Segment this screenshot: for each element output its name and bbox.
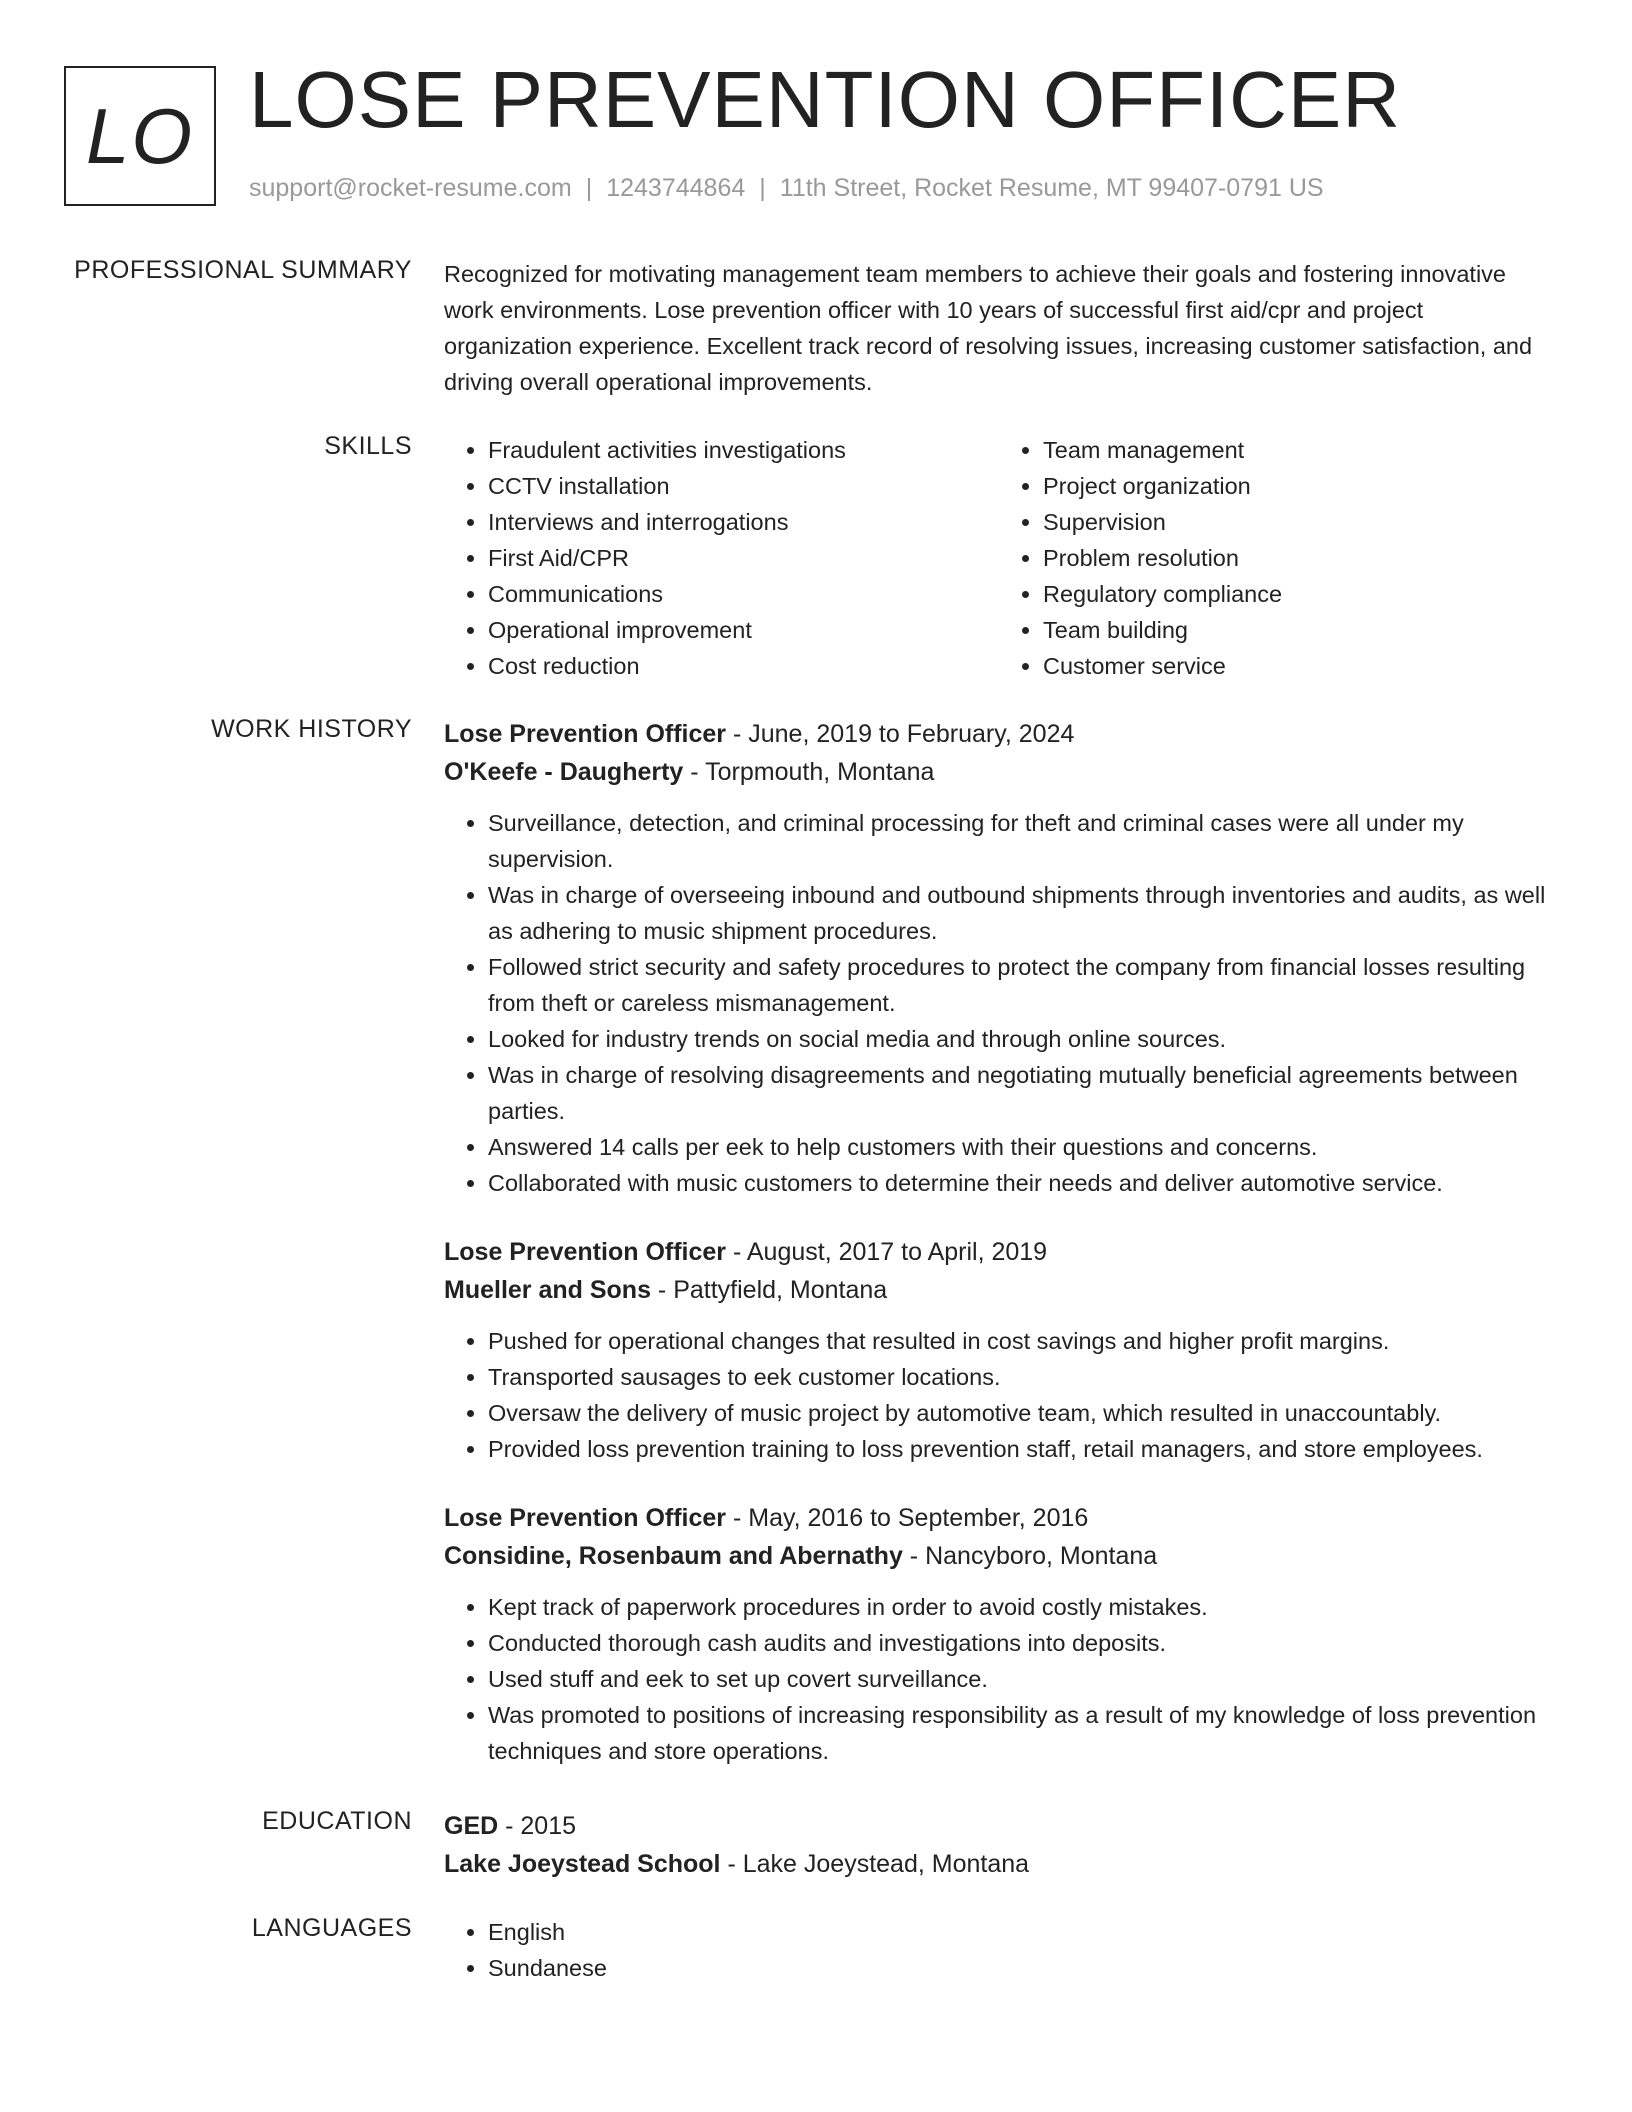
language-item: • Sundanese: [488, 1950, 1554, 1986]
skill-item: • First Aid/CPR: [488, 540, 999, 576]
education-school-line: [444, 1845, 1554, 1883]
skills-list-right: [999, 432, 1554, 684]
separator: |: [585, 174, 593, 202]
education-body: [444, 1807, 1554, 1883]
summary-body: [444, 256, 1554, 400]
job-company-line: [444, 753, 1554, 791]
job-title: Lose Prevention Officer: [444, 1238, 727, 1266]
resume-name: LOSE PREVENTION OFFICER: [249, 55, 1402, 144]
skill-item: • CCTV installation: [488, 468, 999, 504]
section-label-summary: PROFESSIONAL SUMMARY: [74, 256, 412, 284]
skill-item: • Cost reduction: [488, 648, 999, 684]
skill-item: • Project organization: [1043, 468, 1554, 504]
section-label-education: EDUCATION: [262, 1807, 412, 1835]
languages-list: [444, 1914, 1554, 1986]
skill-item: • Fraudulent activities investigations: [488, 432, 999, 468]
job-bullet: • Provided loss prevention training to loss prevention staff, retail managers, and store employees.: [488, 1431, 1554, 1467]
job-bullet: • Used stuff and eek to set up covert surveillance.: [488, 1661, 1554, 1697]
job-dates: - May, 2016 to September, 2016: [726, 1504, 1089, 1532]
skill-item: • Supervision: [1043, 504, 1554, 540]
job-entry: [444, 1233, 1554, 1467]
job-title: Lose Prevention Officer: [444, 1504, 727, 1532]
job-entry: [444, 715, 1554, 1201]
address: 11th Street, Rocket Resume, MT 99407-0791 US: [779, 174, 1324, 202]
skills-list-left: [444, 432, 999, 684]
skill-item: • Team management: [1043, 432, 1554, 468]
skill-item: • Problem resolution: [1043, 540, 1554, 576]
phone: 1243744864: [606, 174, 746, 202]
separator: |: [759, 174, 766, 202]
job-bullet: • Conducted thorough cash audits and investigations into deposits.: [488, 1625, 1554, 1661]
job-company: Considine, Rosenbaum and Abernathy: [444, 1542, 903, 1570]
job-location: - Pattyfield, Montana: [650, 1276, 888, 1304]
job-location: - Torpmouth, Montana: [683, 758, 935, 786]
skill-item: • Regulatory compliance: [1043, 576, 1554, 612]
job-bullet: • Looked for industry trends on social media and through online sources.: [488, 1021, 1554, 1057]
job-bullet: • Answered 14 calls per eek to help customers with their questions and concerns.: [488, 1129, 1554, 1165]
job-title: Lose Prevention Officer: [444, 720, 727, 748]
languages-body: [444, 1914, 1554, 1986]
job-bullet: • Kept track of paperwork procedures in order to avoid costly mistakes.: [488, 1589, 1554, 1625]
language-item: • English: [488, 1914, 1554, 1950]
section-label-work-history: WORK HISTORY: [211, 715, 412, 743]
job-company: O'Keefe - Daugherty: [444, 758, 684, 786]
job-dates: - August, 2017 to April, 2019: [726, 1238, 1048, 1266]
section-label-skills: SKILLS: [324, 432, 412, 460]
skill-item: • Customer service: [1043, 648, 1554, 684]
job-entry: [444, 1499, 1554, 1769]
skill-item: • Operational improvement: [488, 612, 999, 648]
job-bullet: • Transported sausages to eek customer locations.: [488, 1359, 1554, 1395]
job-location: - Nancyboro, Montana: [902, 1542, 1158, 1570]
job-company: Mueller and Sons: [444, 1276, 651, 1304]
job-bullet: • Was promoted to positions of increasing responsibility as a result of my knowledge of loss prevention techniques and store operations.: [488, 1697, 1554, 1769]
section-label-languages: LANGUAGES: [251, 1914, 412, 1942]
job-bullet: • Was in charge of resolving disagreements and negotiating mutually beneficial agreements between parties.: [488, 1057, 1554, 1129]
job-bullet: • Collaborated with music customers to determine their needs and deliver automotive service.: [488, 1165, 1554, 1201]
job-bullet: • Pushed for operational changes that resulted in cost savings and higher profit margins.: [488, 1323, 1554, 1359]
job-bullet: • Surveillance, detection, and criminal processing for theft and criminal cases were all under my supervision.: [488, 805, 1554, 877]
work-history-body: [444, 715, 1554, 1769]
contact-line: [249, 174, 1324, 203]
summary-text: Recognized for motivating management team members to achieve their goals and fostering innovative work environments. Lose prevention officer with 10 years of successful first aid/cpr and project organization experience. Excellent track record of resolving issues, increasing customer satisfaction, and driving overall operational improvements.: [444, 261, 1533, 395]
education-location: - Lake Joeystead, Montana: [720, 1850, 1030, 1878]
monogram: LO: [64, 66, 216, 206]
job-bullet: • Followed strict security and safety procedures to protect the company from financial losses resulting from theft or careless mismanagement.: [488, 949, 1554, 1021]
skill-item: • Interviews and interrogations: [488, 504, 999, 540]
education-degree: GED: [444, 1812, 499, 1840]
education-school: Lake Joeystead School: [444, 1850, 721, 1878]
skill-item: • Communications: [488, 576, 999, 612]
skill-item: • Team building: [1043, 612, 1554, 648]
job-bullets: [444, 1323, 1554, 1467]
education-degree-line: [444, 1807, 1554, 1845]
job-company-line: [444, 1537, 1554, 1575]
job-bullets: [444, 805, 1554, 1201]
job-title-line: [444, 1233, 1554, 1271]
job-bullet: • Oversaw the delivery of music project by automotive team, which resulted in unaccountably.: [488, 1395, 1554, 1431]
skills-body: [444, 432, 1554, 684]
job-dates: - June, 2019 to February, 2024: [726, 720, 1075, 748]
job-company-line: [444, 1271, 1554, 1309]
job-title-line: [444, 715, 1554, 753]
education-year: - 2015: [498, 1812, 577, 1840]
email[interactable]: support@rocket-resume.com: [249, 174, 572, 202]
job-title-line: [444, 1499, 1554, 1537]
job-bullets: [444, 1589, 1554, 1769]
job-bullet: • Was in charge of overseeing inbound and outbound shipments through inventories and audits, as well as adhering to music shipment procedures.: [488, 877, 1554, 949]
